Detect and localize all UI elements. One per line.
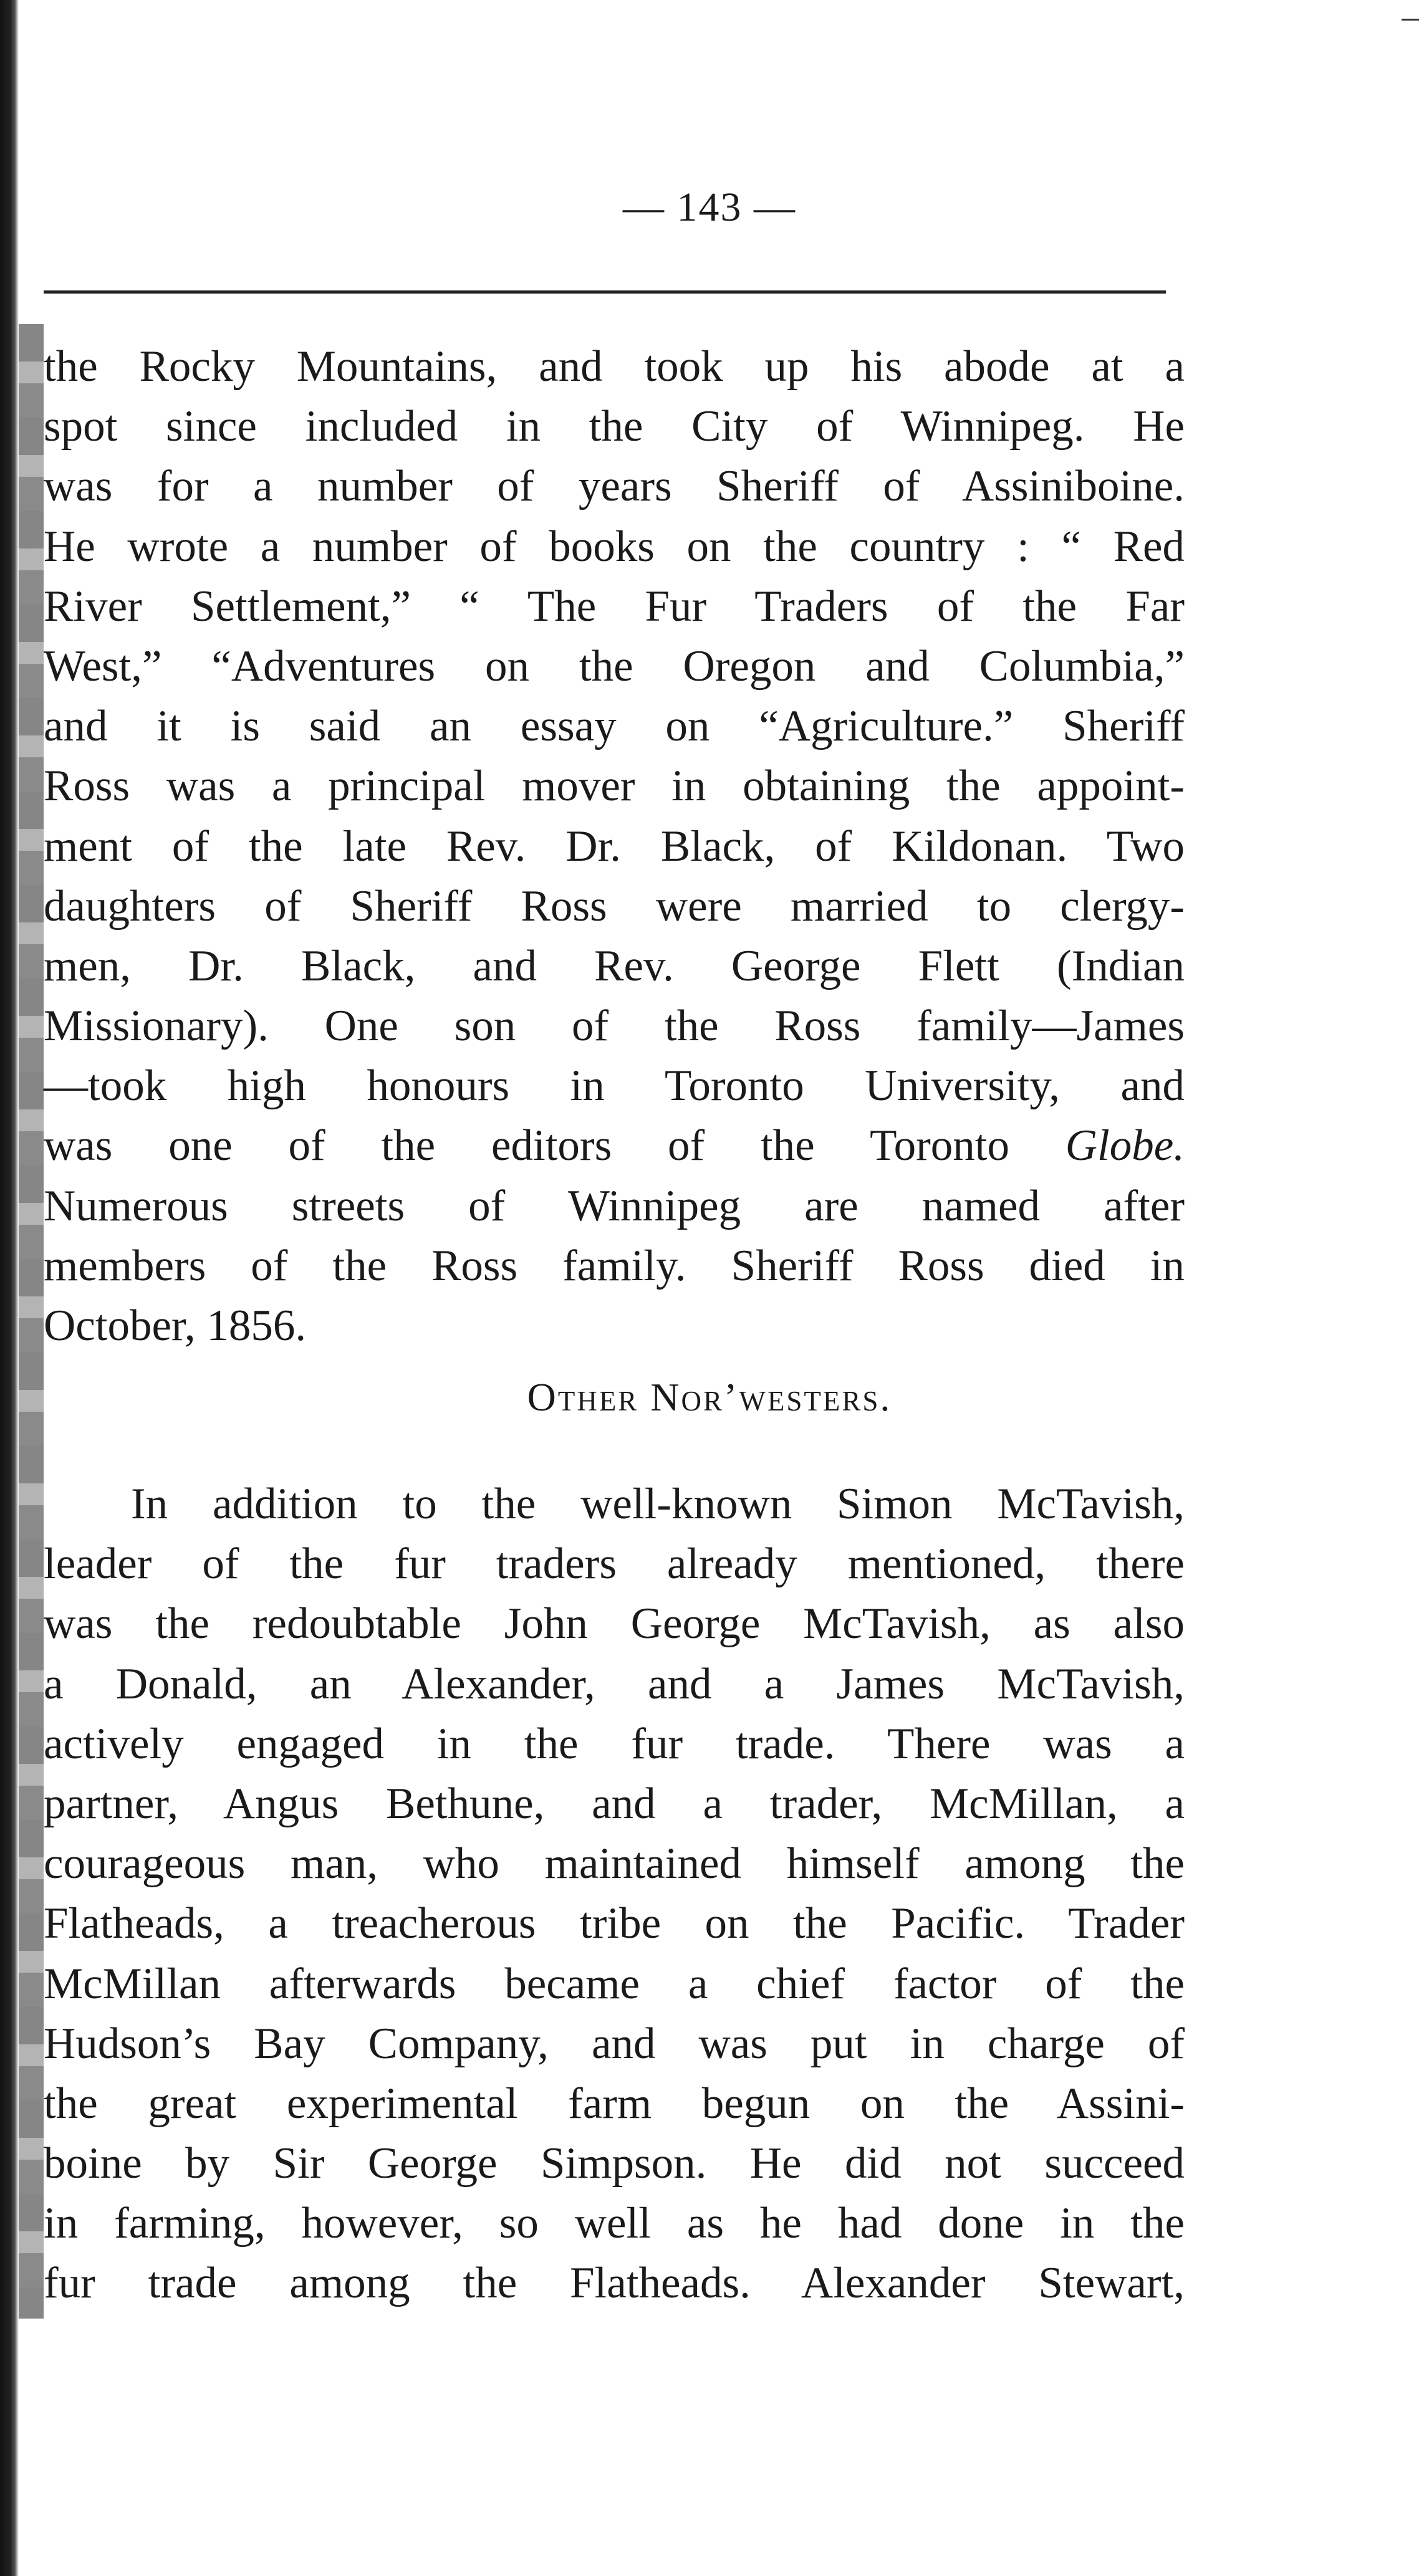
text-line: daughters of Sheriff Ross were married to clergy- — [44, 881, 1185, 931]
text-line: McMillan afterwards became a chief factor of the — [44, 1959, 1185, 2008]
text-line: was for a number of years Sheriff of Assiniboine. — [44, 462, 1185, 511]
text-line: in farming, however, so well as he had done in the — [44, 2199, 1185, 2248]
text-line-with-italic — [44, 1116, 1185, 1175]
page-number: — 143 — — [623, 184, 796, 230]
italic-title-globe: Globe. — [1065, 1121, 1185, 1171]
text-line: partner, Angus Bethune, and a trader, McMillan, a — [44, 1779, 1185, 1828]
text-line: the great experimental farm begun on the Assini- — [44, 2079, 1185, 2128]
page-binding-shadow — [19, 324, 44, 2319]
page-binding-edge — [0, 0, 19, 2576]
text-line: Numerous streets of Winnipeg are named after — [44, 1181, 1185, 1230]
text-line: the Rocky Mountains, and took up his abode at a — [44, 342, 1185, 391]
text-line: leader of the fur traders already mentioned, there — [44, 1539, 1185, 1589]
text-line: spot since included in the City of Winnipeg. He — [44, 402, 1185, 451]
text-line: River Settlement,” “ The Fur Traders of the Far — [44, 582, 1185, 631]
text-line: and it is said an essay on “Agriculture.” Sheriff — [44, 702, 1185, 751]
text-line: men, Dr. Black, and Rev. George Flett (Indian — [44, 941, 1185, 990]
text-line: a Donald, an Alexander, and a James McTavish, — [44, 1659, 1185, 1708]
text-line: West,” “Adventures on the Oregon and Columbia,” — [44, 641, 1185, 691]
text-line: boine by Sir George Simpson. He did not succeed — [44, 2139, 1185, 2188]
section-heading: Other Nor’westers. — [527, 1375, 892, 1419]
text-line: Flatheads, a treacherous tribe on the Pacific. Trader — [44, 1899, 1185, 1948]
text-line: courageous man, who maintained himself among the — [44, 1839, 1185, 1889]
text-line: He wrote a number of books on the country : “ Red — [44, 522, 1185, 571]
page-corner-mark — [1402, 0, 1419, 21]
text-line: Missionary). One son of the Ross family—James — [44, 1002, 1185, 1051]
text-line: fur trade among the Flatheads. Alexander Stewart, — [44, 2259, 1185, 2308]
text-line: —took high honours in Toronto University, and — [44, 1061, 1185, 1111]
text-line: October, 1856. — [44, 1301, 307, 1350]
text-line: was the redoubtable John George McTavish, as also — [44, 1599, 1185, 1649]
text-line: ment of the late Rev. Dr. Black, of Kildonan. Two — [44, 821, 1185, 871]
paragraph-2 — [44, 1474, 1185, 2314]
header-rule — [44, 290, 1166, 294]
paragraph-1 — [44, 337, 1185, 1356]
text-line: members of the Ross family. Sheriff Ross died in — [44, 1241, 1185, 1290]
text-line: In addition to the well-known Simon McTavish, — [131, 1480, 1185, 1528]
text-line-part: was one of the editors of the Toronto — [44, 1121, 1009, 1171]
text-line: Ross was a principal mover in obtaining the appoint- — [44, 762, 1185, 811]
text-line: actively engaged in the fur trade. There was a — [44, 1719, 1185, 1768]
text-line: Hudson’s Bay Company, and was put in charge of — [44, 2019, 1185, 2068]
